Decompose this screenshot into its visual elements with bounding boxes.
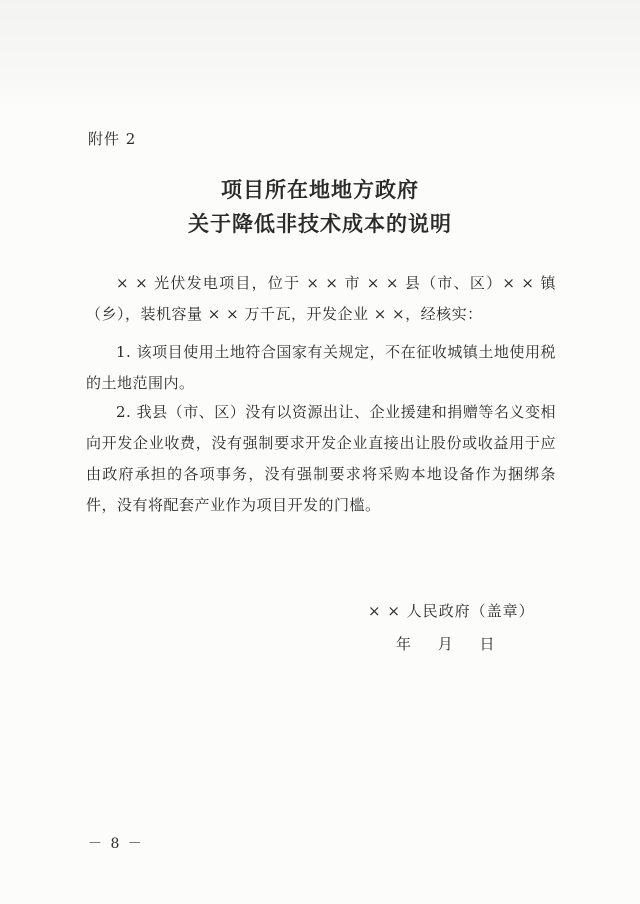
scan-shadow bbox=[0, 0, 640, 110]
document-title-line-2: 关于降低非技术成本的说明 bbox=[188, 211, 452, 236]
item-2-paragraph: 2. 我县（市、区）没有以资源出让、企业援建和捐赠等名义变相向开发企业收费，没有强制要求开发企业直接出让股份或收益用于应由政府承担的各项事务，没有强制要求将采购本地设备作为捆绑条件，没有将配套产业作为项目开发的门槛。 bbox=[86, 403, 556, 514]
attachment-label: 附件 2 bbox=[88, 130, 137, 148]
intro-paragraph: × × 光伏发电项目，位于 × × 市 × × 县（市、区）× × 镇（乡），装机容量 × × 万千瓦，开发企业 × ×，经核实： bbox=[86, 274, 556, 323]
document-title-line-1: 项目所在地地方政府 bbox=[221, 177, 419, 202]
signature-line: × × 人民政府（盖章） bbox=[368, 602, 535, 620]
date-line: 年 月 日 bbox=[396, 635, 496, 653]
item-1-paragraph: 1. 该项目使用土地符合国家有关规定，不在征收城镇土地使用税的土地范围内。 bbox=[86, 343, 556, 392]
page-number: － 8 － bbox=[88, 836, 144, 852]
